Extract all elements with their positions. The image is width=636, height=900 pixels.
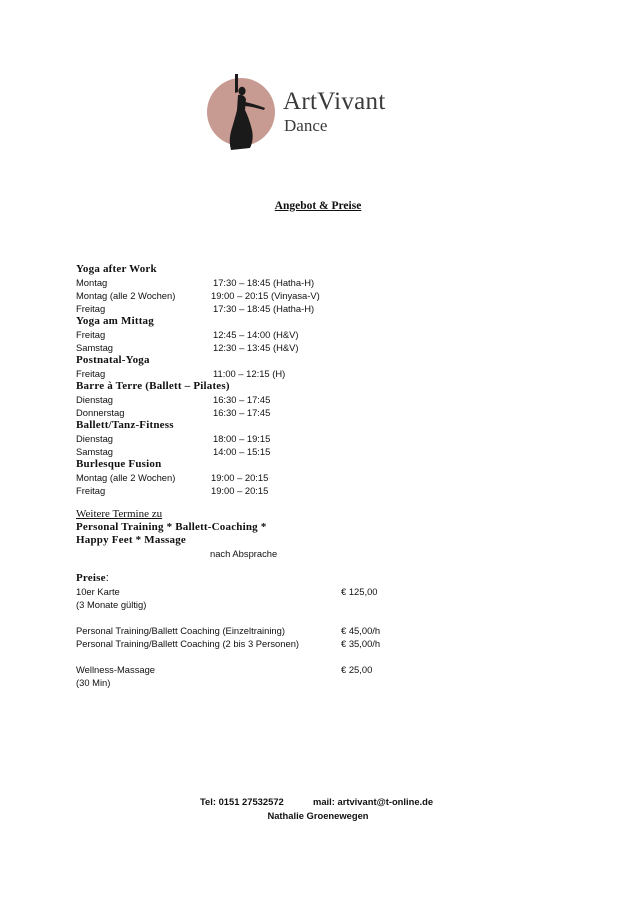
further-heading: Weitere Termine zu [76, 508, 163, 520]
price-name: Personal Training/Ballett Coaching (Einzeltraining) [76, 625, 285, 636]
prices-heading-colon: : [105, 572, 109, 584]
session-day: Dienstag [76, 433, 114, 444]
session-row [76, 367, 536, 380]
footer-name: Nathalie Groenewegen [267, 810, 369, 821]
session-time: 18:00 – 19:15 [213, 433, 271, 444]
session-time: 16:30 – 17:45 [213, 407, 271, 418]
price-row-pt-single [76, 624, 536, 637]
further-dates [76, 508, 536, 559]
footer [0, 795, 636, 821]
price-value: € 35,00/h [341, 638, 381, 649]
course-yoga-after-work [76, 263, 536, 315]
prices-heading-label: Preise [76, 572, 106, 584]
session-day: Montag [76, 277, 108, 288]
dancer-logo-icon [205, 72, 285, 154]
price-name: 10er Karte [76, 586, 120, 597]
session-row [76, 406, 536, 419]
course-title: Yoga after Work [76, 263, 157, 275]
session-day: Freitag [76, 485, 106, 496]
price-row-massage [76, 663, 536, 676]
course-burlesque-fusion [76, 458, 536, 497]
session-row [76, 432, 536, 445]
price-row-card [76, 585, 536, 598]
price-value: € 25,00 [341, 664, 373, 675]
price-value: € 45,00/h [341, 625, 381, 636]
session-row [76, 341, 536, 354]
course-ballett-tanz-fitness [76, 419, 536, 458]
price-name: Personal Training/Ballett Coaching (2 bis 3 Personen) [76, 638, 300, 649]
course-title: Burlesque Fusion [76, 458, 162, 470]
price-row-pt-group [76, 637, 536, 650]
session-time: 16:30 – 17:45 [213, 394, 271, 405]
session-day: Freitag [76, 368, 106, 379]
session-day: Montag (alle 2 Wochen) [76, 290, 176, 301]
session-day: Freitag [76, 329, 106, 340]
session-row [76, 471, 536, 484]
further-services-line-2: Happy Feet * Massage [76, 534, 187, 546]
prices-heading [76, 572, 536, 585]
session-time: 14:00 – 15:15 [213, 446, 271, 457]
further-note: nach Absprache [210, 548, 278, 559]
session-row [76, 328, 536, 341]
logo-name: ArtVivant [283, 88, 386, 115]
session-time: 17:30 – 18:45 (Hatha-H) [213, 303, 315, 314]
session-time: 19:00 – 20:15 [211, 485, 269, 496]
course-yoga-am-mittag [76, 315, 536, 354]
price-note: (3 Monate gültig) [76, 599, 147, 610]
session-row [76, 302, 536, 315]
session-time: 11:00 – 12:15 (H) [213, 368, 286, 379]
session-row [76, 445, 536, 458]
course-title: Postnatal-Yoga [76, 354, 150, 366]
logo-subtitle: Dance [284, 116, 328, 135]
footer-contact [0, 795, 636, 809]
session-time: 19:00 – 20:15 [211, 472, 269, 483]
price-name: Wellness-Massage [76, 664, 156, 675]
session-row [76, 484, 536, 497]
logo [205, 72, 440, 154]
course-barre-a-terre [76, 380, 536, 419]
page-title: Angebot & Preise [274, 200, 362, 212]
session-day: Donnerstag [76, 407, 125, 418]
price-value: € 125,00 [341, 586, 378, 597]
session-row [76, 393, 536, 406]
course-schedule [76, 263, 536, 497]
session-day: Samstag [76, 446, 113, 457]
course-title: Yoga am Mittag [76, 315, 154, 327]
course-postnatal-yoga [76, 354, 536, 380]
session-time: 12:45 – 14:00 (H&V) [213, 329, 299, 340]
course-title: Barre à Terre (Ballett – Pilates) [76, 380, 230, 392]
course-title: Ballett/Tanz-Fitness [76, 419, 174, 431]
session-day: Samstag [76, 342, 113, 353]
session-day: Montag (alle 2 Wochen) [76, 472, 176, 483]
footer-phone: Tel: 0151 27532572 [200, 796, 284, 807]
price-note: (30 Min) [76, 677, 111, 688]
footer-email: mail: artvivant@t-online.de [313, 796, 434, 807]
session-row [76, 289, 536, 302]
session-day: Dienstag [76, 394, 114, 405]
session-time: 19:00 – 20:15 (Vinyasa-V) [211, 290, 320, 301]
price-list [76, 572, 536, 689]
session-day: Freitag [76, 303, 106, 314]
session-time: 17:30 – 18:45 (Hatha-H) [213, 277, 315, 288]
session-row [76, 276, 536, 289]
session-time: 12:30 – 13:45 (H&V) [213, 342, 299, 353]
further-services-line-1: Personal Training * Ballett-Coaching * [76, 521, 267, 533]
